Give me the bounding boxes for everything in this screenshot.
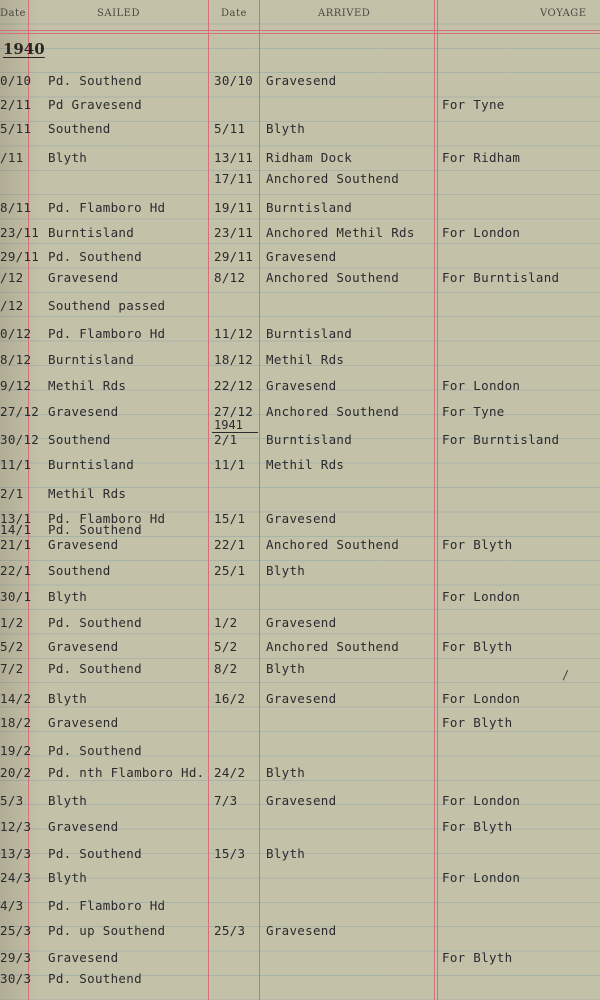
sailed-date: 8/12 — [0, 352, 32, 367]
year-1941: 1941 — [214, 418, 243, 432]
sailed-port: Burntisland — [48, 225, 135, 240]
sailed-port: Pd. Southend — [48, 615, 142, 630]
arrival-date: 30/10 — [214, 73, 254, 88]
sailed-port: Methil Rds — [48, 486, 127, 501]
voyage-destination: For London — [442, 378, 521, 393]
sailed-date: 27/12 — [0, 404, 40, 419]
arrival-date-column-rule — [259, 0, 260, 1000]
sailed-date: 20/2 — [0, 765, 32, 780]
arrived-port: Gravesend — [266, 615, 337, 630]
arrived-port: Burntisland — [266, 432, 353, 447]
sailed-date: 11/1 — [0, 457, 32, 472]
sailed-port: Southend — [48, 563, 111, 578]
sailed-date: 19/2 — [0, 743, 32, 758]
arrived-port: Gravesend — [266, 691, 337, 706]
sailed-date: 12/3 — [0, 819, 32, 834]
arrived-port: Burntisland — [266, 200, 353, 215]
arrived-port: Anchored Southend — [266, 171, 400, 186]
voyage-destination: For London — [442, 225, 521, 240]
arrival-date: 11/1 — [214, 457, 246, 472]
sailed-date: 5/2 — [0, 639, 24, 654]
sailed-port: Blyth — [48, 870, 88, 885]
sailed-port: Gravesend — [48, 270, 119, 285]
arrived-port: Anchored Southend — [266, 537, 400, 552]
sailed-port: Pd. Southend — [48, 73, 142, 88]
sailed-port: Gravesend — [48, 404, 119, 419]
arrived-port: Gravesend — [266, 923, 337, 938]
arrival-date: 5/11 — [214, 121, 246, 136]
sailed-port: Pd. Southend — [48, 249, 142, 264]
sailed-port: Gravesend — [48, 950, 119, 965]
voyage-destination: For Tyne — [442, 404, 505, 419]
arrived-port: Gravesend — [266, 793, 337, 808]
arrived-port: Blyth — [266, 846, 306, 861]
sailed-date: 18/2 — [0, 715, 32, 730]
arrived-port: Ridham Dock — [266, 150, 353, 165]
sailed-date: 14/2 — [0, 691, 32, 706]
sailed-port: Pd. Southend — [48, 846, 142, 861]
arrived-port: Gravesend — [266, 249, 337, 264]
sailed-port: Gravesend — [48, 819, 119, 834]
voyage-destination: For London — [442, 870, 521, 885]
arrived-column-rule — [434, 0, 435, 1000]
arrival-date-header: Date — [221, 8, 247, 19]
sailed-date: 30/3 — [0, 971, 32, 986]
arrival-date: 25/1 — [214, 563, 246, 578]
voyage-destination: For Burntisland — [442, 432, 560, 447]
sailed-date: 8/11 — [0, 200, 32, 215]
sailed-port: Pd. Southend — [48, 661, 142, 676]
year-1940: 1940 — [3, 40, 45, 58]
arrived-port: Blyth — [266, 661, 306, 676]
sailed-port: Pd. Flamboro Hd — [48, 326, 166, 341]
arrival-date: 13/11 — [214, 150, 254, 165]
arrival-date: 27/12 — [214, 404, 254, 419]
sailed-port: Pd. Flamboro Hd — [48, 898, 166, 913]
arrival-date: 22/1 — [214, 537, 246, 552]
arrival-date: 18/12 — [214, 352, 254, 367]
sailed-port: Pd. up Southend — [48, 923, 166, 938]
arrived-header: ARRIVED — [318, 8, 371, 19]
arrived-port: Blyth — [266, 765, 306, 780]
arrived-port: Anchored Southend — [266, 270, 400, 285]
arrived-port: Gravesend — [266, 378, 337, 393]
voyage-destination: For Blyth — [442, 639, 513, 654]
voyage-destination: For Blyth — [442, 537, 513, 552]
arrival-date: 24/2 — [214, 765, 246, 780]
sailed-header: SAILED — [97, 8, 140, 19]
sailed-date: 5/11 — [0, 121, 32, 136]
arrival-date: 8/12 — [214, 270, 246, 285]
arrival-date: 16/2 — [214, 691, 246, 706]
sailed-date: 2/1 — [0, 486, 24, 501]
arrival-date: 2/1 — [214, 432, 238, 447]
sailed-date: 0/12 — [0, 326, 32, 341]
sailed-port: Pd. Southend — [48, 971, 142, 986]
sailed-port: Blyth — [48, 589, 88, 604]
arrived-port: Anchored Southend — [266, 639, 400, 654]
voyage-destination: For London — [442, 793, 521, 808]
arrival-date: 15/1 — [214, 511, 246, 526]
voyage-destination: For Blyth — [442, 950, 513, 965]
voyage-destination: For Ridham — [442, 150, 521, 165]
sailed-date: 1/2 — [0, 615, 24, 630]
margin-tick-mark: / — [562, 668, 570, 682]
arrived-port: Gravesend — [266, 511, 337, 526]
sailed-date: /12 — [0, 270, 24, 285]
sailed-date: 22/1 — [0, 563, 32, 578]
sailed-port: Blyth — [48, 150, 88, 165]
arrival-date: 29/11 — [214, 249, 254, 264]
sailed-date: 30/1 — [0, 589, 32, 604]
sailed-port: Pd. Flamboro Hd — [48, 200, 166, 215]
arrival-date: 25/3 — [214, 923, 246, 938]
voyage-destination: For Burntisland — [442, 270, 560, 285]
sailed-date: /11 — [0, 150, 24, 165]
arrival-date: 8/2 — [214, 661, 238, 676]
arrived-port: Burntisland — [266, 326, 353, 341]
sailed-port: Gravesend — [48, 715, 119, 730]
sailed-port: Pd. Southend — [48, 743, 142, 758]
arrival-date: 1/2 — [214, 615, 238, 630]
sailed-port: Blyth — [48, 691, 88, 706]
voyage-destination: For Tyne — [442, 97, 505, 112]
sailed-port: Pd. Flamboro Hd — [48, 511, 166, 526]
sailed-date: 4/3 — [0, 898, 24, 913]
sailed-date: 24/3 — [0, 870, 32, 885]
arrival-date: 23/11 — [214, 225, 254, 240]
sailed-date: 2/11 — [0, 97, 32, 112]
sailed-date: 30/12 — [0, 432, 40, 447]
sailed-date: 21/1 — [0, 537, 32, 552]
arrived-port: Methil Rds — [266, 457, 345, 472]
arrived-port: Anchored Southend — [266, 404, 400, 419]
sailed-date: 13/1 — [0, 511, 32, 526]
arrival-date: 17/11 — [214, 171, 254, 186]
sailed-date: 29/3 — [0, 950, 32, 965]
arrived-port: Blyth — [266, 563, 306, 578]
sailed-date: 25/3 — [0, 923, 32, 938]
sailed-date: 7/2 — [0, 661, 24, 676]
sailed-port: Southend — [48, 432, 111, 447]
sailed-port: Gravesend — [48, 639, 119, 654]
sailed-port: Pd. Southend — [48, 522, 142, 537]
sailed-port: Pd Gravesend — [48, 97, 142, 112]
voyage-destination: For London — [442, 589, 521, 604]
sailed-port: Methil Rds — [48, 378, 127, 393]
sailed-date: 13/3 — [0, 846, 32, 861]
sailed-date: 14/1 — [0, 522, 32, 537]
sailed-port: Burntisland — [48, 352, 135, 367]
arrived-port: Anchored Methil Rds — [266, 225, 415, 240]
header-double-rule — [0, 33, 600, 34]
sailed-date: /12 — [0, 298, 24, 313]
sailed-date: 23/11 — [0, 225, 40, 240]
sailed-port: Gravesend — [48, 537, 119, 552]
voyage-destination: For Blyth — [442, 715, 513, 730]
header-rule — [0, 30, 600, 31]
arrival-date: 22/12 — [214, 378, 254, 393]
sailed-port: Burntisland — [48, 457, 135, 472]
date-header: Date — [0, 8, 26, 19]
voyage-destination: For London — [442, 691, 521, 706]
arrived-port: Gravesend — [266, 73, 337, 88]
arrival-date: 19/11 — [214, 200, 254, 215]
voyage-header: VOYAGE — [540, 8, 587, 19]
arrived-column-double-rule — [437, 0, 438, 1000]
sailed-port: Southend — [48, 121, 111, 136]
arrived-port: Blyth — [266, 121, 306, 136]
arrival-date: 7/3 — [214, 793, 238, 808]
voyage-destination: For Blyth — [442, 819, 513, 834]
sailed-port: Southend passed — [48, 298, 166, 313]
arrival-date: 15/3 — [214, 846, 246, 861]
sailed-port: Blyth — [48, 793, 88, 808]
sailed-date: 5/3 — [0, 793, 24, 808]
arrived-port: Methil Rds — [266, 352, 345, 367]
sailed-column-rule — [208, 0, 209, 1000]
sailed-date: 29/11 — [0, 249, 40, 264]
sailed-date: 0/10 — [0, 73, 32, 88]
arrival-date: 5/2 — [214, 639, 238, 654]
sailed-port: Pd. nth Flamboro Hd. — [48, 765, 205, 780]
arrival-date: 11/12 — [214, 326, 254, 341]
sailed-date: 9/12 — [0, 378, 32, 393]
